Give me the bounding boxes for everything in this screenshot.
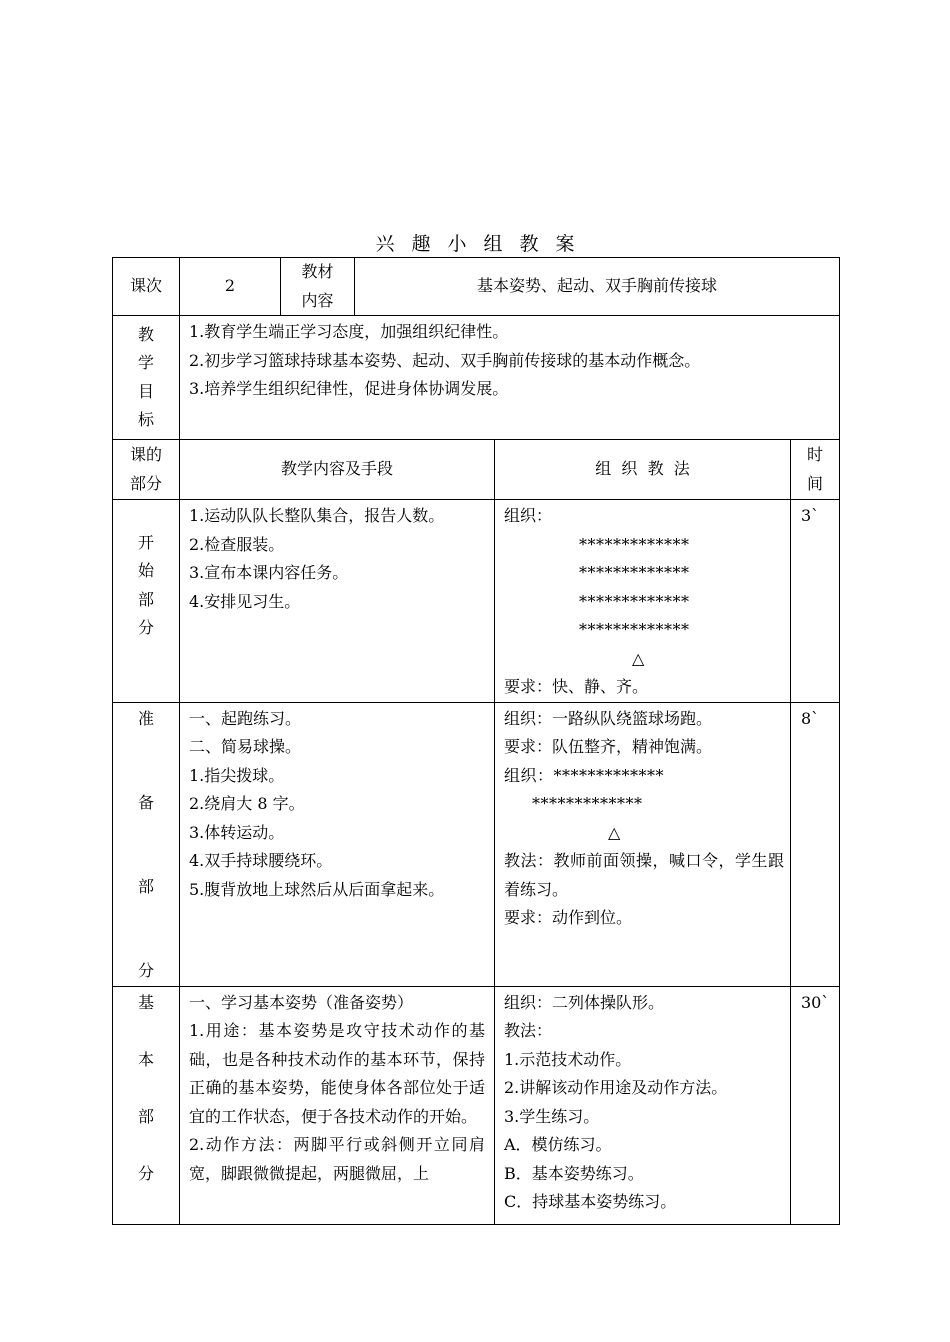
content-item: 1.用途：基本姿势是攻守技术动作的基础，也是各种技术动作的基本环节，保持正确的基本姿势，能使身体各部位处于适宜的工作状态，便于各技术动作的开始。	[189, 1021, 485, 1126]
content-column-header: 教学内容及手段	[180, 440, 495, 500]
part-column-header: 课的 部分	[113, 440, 180, 500]
basic-section-time: 30`	[791, 986, 840, 1224]
content-item: 一、学习基本姿势（准备姿势）	[189, 992, 414, 1012]
content-item: 3.体转运动。	[189, 822, 285, 842]
lesson-value: 2	[180, 258, 281, 316]
prep-section-content	[180, 702, 495, 986]
material-label: 教材 内容	[281, 258, 355, 316]
start-section-time: 3`	[791, 500, 840, 703]
start-section-content	[180, 500, 495, 703]
material-value: 基本姿势、起动、双手胸前传接球	[355, 258, 840, 316]
content-item: 2.检查服装。	[189, 534, 285, 554]
method-item: A．模仿练习。	[504, 1135, 612, 1154]
content-item: 4.双手持球腰绕环。	[189, 851, 333, 870]
start-section-label: 开 始 部 分	[113, 500, 180, 703]
prep-section-label: 准 备 部 分	[113, 702, 180, 986]
header-row	[113, 258, 840, 316]
objectives-content	[180, 316, 840, 440]
lesson-plan-table	[112, 257, 840, 1225]
content-item: 4.安排见习生。	[189, 591, 301, 611]
method-organization: 组织：	[504, 506, 553, 525]
method-item: B．基本姿势练习。	[504, 1163, 644, 1183]
content-item: 一、起跑练习。	[189, 708, 302, 728]
content-item: 二、简易球操。	[189, 737, 302, 756]
formation-row: *************	[579, 534, 690, 554]
start-section-method	[495, 500, 791, 703]
objective-item: 3.培养学生组织纪律性，促进身体协调发展。	[189, 379, 509, 398]
method-item: 教法：	[504, 1021, 553, 1040]
method-item: 3.学生练习。	[504, 1106, 600, 1126]
formation-row: *************	[579, 620, 690, 639]
method-organization-formation: 组织：*************	[504, 765, 665, 785]
prep-section-time: 8`	[791, 702, 840, 986]
method-requirement: 要求：动作到位。	[504, 908, 633, 927]
method-item: 组织：二列体操队形。	[504, 992, 665, 1012]
prep-section-method	[495, 702, 791, 986]
method-requirement: 要求：快、静、齐。	[504, 677, 649, 696]
objectives-label: 教 学 目 标	[113, 316, 180, 440]
objective-item: 2.初步学习篮球持球基本姿势、起动、双手胸前传接球的基本动作概念。	[189, 350, 701, 370]
content-item: 5.腹背放地上球然后从后面拿起来。	[189, 879, 445, 899]
basic-section-label: 基 本 部 分	[113, 986, 180, 1224]
method-item: 1.示范技术动作。	[504, 1049, 632, 1069]
column-header-row	[113, 440, 840, 500]
prep-section-row	[113, 702, 840, 986]
teacher-triangle-icon: △	[632, 648, 645, 668]
time-column-header: 时 间	[791, 440, 840, 500]
method-column-header: 组 织 教 法	[495, 440, 791, 500]
formation-row: *************	[532, 794, 643, 813]
content-item: 2.绕肩大 8 字。	[189, 794, 305, 813]
content-item: 2.动作方法：两脚平行或斜侧开立同肩宽，脚跟微微提起，两腿微屈，上	[189, 1135, 485, 1183]
basic-section-row	[113, 986, 840, 1224]
method-organization: 组织：一路纵队绕篮球场跑。	[504, 708, 713, 728]
basic-section-method	[495, 986, 791, 1224]
formation-row: *************	[579, 563, 690, 582]
content-item: 3.宣布本课内容任务。	[189, 563, 349, 582]
objective-item: 1.教育学生端正学习态度，加强组织纪律性。	[189, 322, 509, 341]
content-item: 1.指尖拨球。	[189, 765, 285, 785]
teacher-triangle-icon: △	[608, 822, 621, 842]
content-item: 1.运动队队长整队集合，报告人数。	[189, 506, 445, 525]
page-title: 兴趣小组教案	[375, 233, 592, 255]
method-requirement: 要求：队伍整齐，精神饱满。	[504, 737, 713, 756]
formation-row: *************	[579, 591, 690, 611]
method-item: 2.讲解该动作用途及动作方法。	[504, 1078, 728, 1097]
method-item: C．持球基本姿势练习。	[504, 1192, 677, 1211]
method-teaching: 教法：教师前面领操，喊口令，学生跟着练习。	[504, 851, 784, 899]
objectives-row	[113, 316, 840, 440]
start-section-row	[113, 500, 840, 703]
basic-section-content	[180, 986, 495, 1224]
lesson-label: 课次	[113, 258, 180, 316]
